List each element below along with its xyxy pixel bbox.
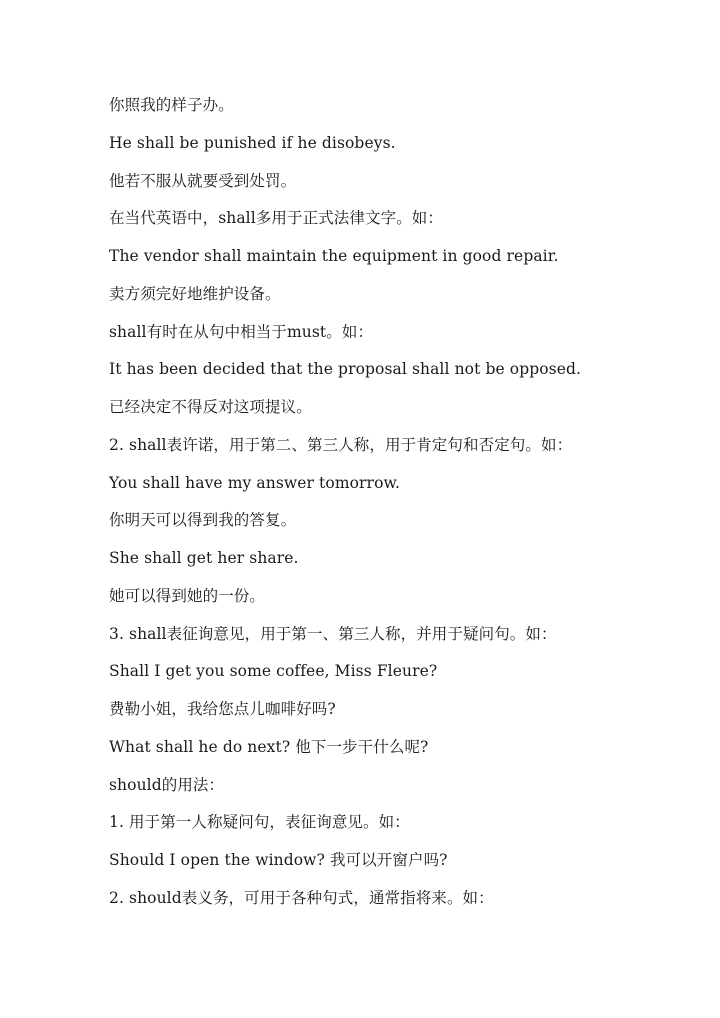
text-line: should的用法： — [109, 775, 225, 794]
text-line: 她可以得到她的一份。 — [109, 586, 266, 605]
text-line: 你照我的样子办。 — [109, 96, 234, 114]
text-line: 2. should表义务，可用于各种句式，通常指将来。如： — [109, 888, 494, 907]
text-line: Should I open the window? 我可以开窗户吗? — [109, 851, 448, 869]
text-line: 在当代英语中，shall多用于正式法律文字。如： — [109, 209, 443, 228]
text-line: 3. shall表征询意见，用于第一、第三人称，并用于疑问句。如： — [109, 624, 557, 643]
text-line: What shall he do next? 他下一步干什么呢? — [109, 737, 429, 756]
text-line: 2. shall表许诺，用于第二、第三人称，用于肯定句和否定句。如： — [109, 435, 573, 454]
text-line: She shall get her share. — [109, 549, 299, 567]
text-line: Shall I get you some coffee, Miss Fleure? — [109, 662, 438, 681]
text-line: 你明天可以得到我的答复。 — [109, 511, 297, 530]
text-line: 卖方须完好地维护设备。 — [109, 284, 281, 303]
text-line: 已经决定不得反对这项提议。 — [109, 398, 312, 416]
text-line: shall有时在从句中相当于must。如： — [109, 322, 374, 341]
text-line: 费勒小姐，我给您点儿咖啡好吗? — [109, 700, 336, 718]
text-line: 他若不服从就要受到处罚。 — [109, 171, 297, 190]
text-line: He shall be punished if he disobeys. — [109, 133, 396, 152]
document-body — [109, 90, 629, 921]
text-line: You shall have my answer tomorrow. — [109, 473, 401, 492]
text-line: 1. 用于第一人称疑问句，表征询意见。如： — [109, 813, 410, 832]
text-line: It has been decided that the proposal shall not be opposed. — [109, 360, 582, 379]
text-line: The vendor shall maintain the equipment in good repair. — [109, 247, 559, 265]
